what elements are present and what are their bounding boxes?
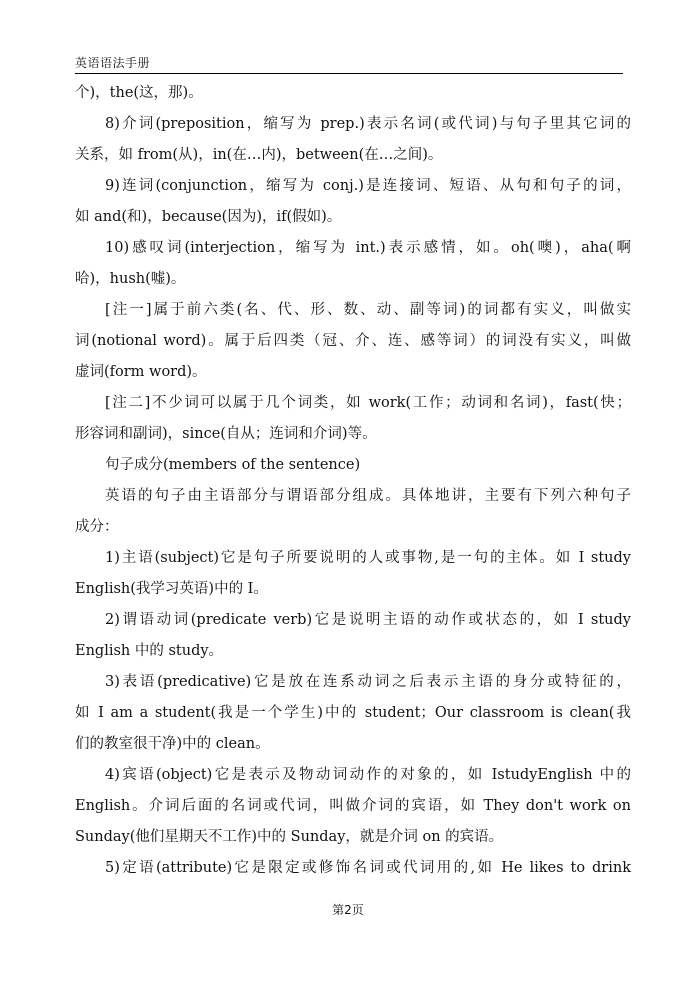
text-line: 们的教室很干净)中的 clean。 [75,736,270,752]
text-line: 成分： [75,519,119,535]
text-line: 5)定语(attribute)它是限定或修饰名词或代词用的,如 He likes to drink [105,860,631,876]
text-line: [注二]不少词可以属于几个词类，如 work(工作；动词和名词)，fast(快； [105,395,631,411]
text-line: 虚词(form word)。 [75,364,207,380]
text-line: 9)连词(conjunction，缩写为 conj.)是连接词、短语、从句和句子的词， [105,178,631,194]
text-line: 句子成分(members of the sentence) [105,457,361,473]
text-line: English(我学习英语)中的 I。 [75,581,268,597]
running-header: 英语语法手册 [75,56,151,70]
text-line: English 中的 study。 [75,643,224,659]
document-body [75,78,631,884]
text-line: 8)介词(preposition，缩写为 prep.)表示名词(或代词)与句子里其它词的 [105,116,631,132]
text-line: 如 and(和)，because(因为)，if(假如)。 [75,209,342,225]
text-line: 如 I am a student(我是一个学生)中的 student；Our classroom is clean(我 [75,705,631,721]
text-line: English。介词后面的名词或代词，叫做介词的宾语，如 They don't work on [75,798,631,814]
text-line: Sunday(他们星期天不工作)中的 Sunday，就是介词 on 的宾语。 [75,829,504,845]
text-line: 2)谓语动词(predicate verb)它是说明主语的动作或状态的，如 I study [105,612,631,628]
text-line: 10)感叹词(interjection，缩写为 int.)表示感情，如。oh(噢)，aha(啊 [105,240,631,256]
text-line: 1)主语(subject)它是句子所要说明的人或事物,是一句的主体。如 I study [105,550,631,566]
text-line: 3)表语(predicative)它是放在连系动词之后表示主语的身分或特征的， [105,674,631,690]
text-line: 哈)，hush(嘘)。 [75,271,186,287]
text-line: 个)，the(这，那)。 [75,85,203,101]
header-rule [75,73,623,74]
page-number: 第2页 [332,903,364,917]
text-line: 英语的句子由主语部分与谓语部分组成。具体地讲，主要有下列六种句子 [105,488,631,504]
text-line: [注一]属于前六类(名、代、形、数、动、副等词)的词都有实义，叫做实 [105,302,631,318]
text-line: 关系，如 from(从)，in(在…内)，between(在…之间)。 [75,147,443,163]
text-line: 4)宾语(object)它是表示及物动词动作的对象的，如 IstudyEnglish 中的 [105,767,631,783]
text-line: 形容词和副词)，since(自从；连词和介词)等。 [75,426,377,442]
text-line: 词(notional word)。属于后四类（冠、介、连、感等词）的词没有实义，叫做 [75,333,631,349]
